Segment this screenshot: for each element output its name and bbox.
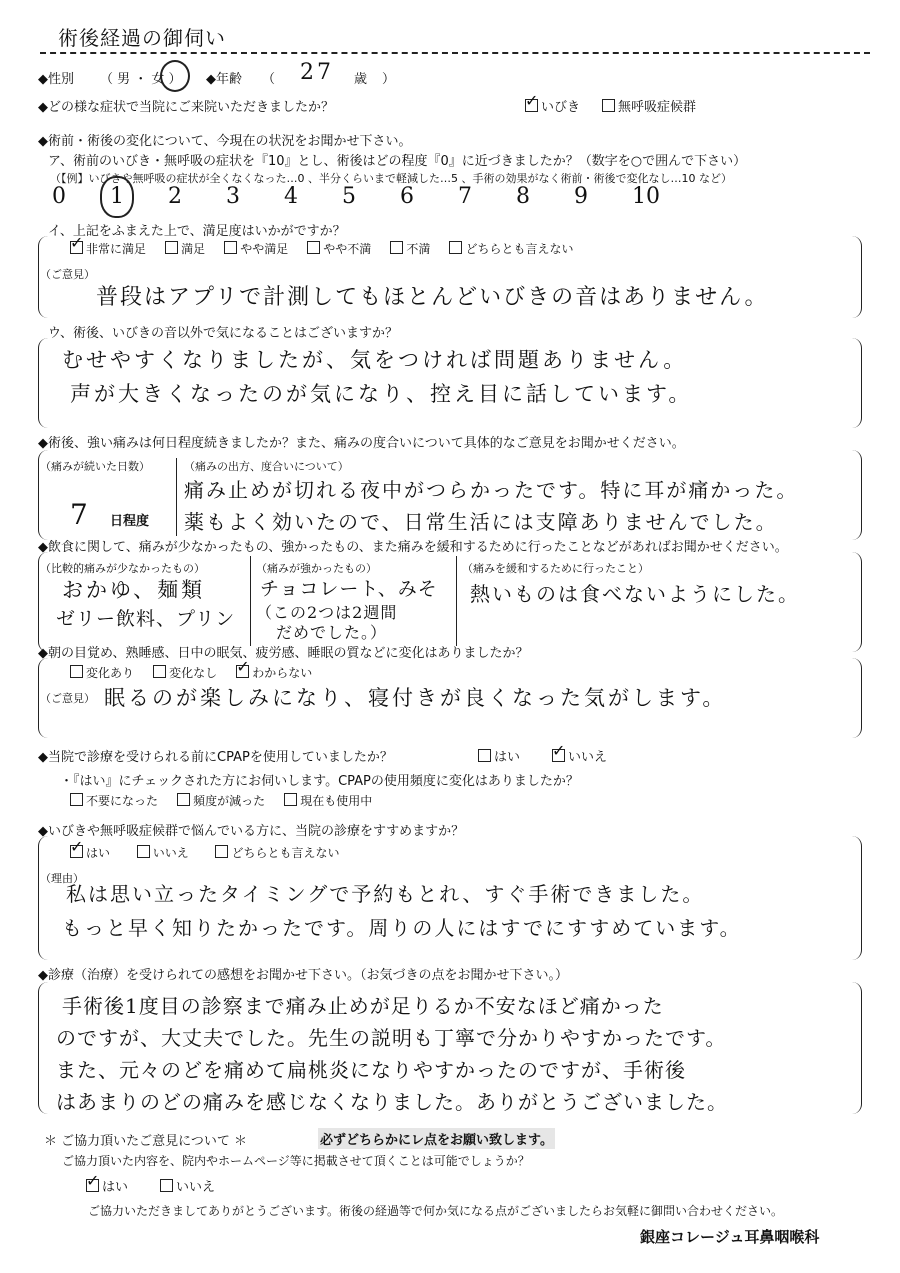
- q3-somewhat-dissatisfied-label: やや不満: [323, 242, 372, 256]
- q9-option-no[interactable]: [137, 846, 189, 860]
- scale-3[interactable]: 3: [226, 184, 240, 209]
- q3-very-satisfied-checkbox[interactable]: [70, 241, 83, 254]
- scale-5[interactable]: 5: [342, 184, 356, 209]
- q7-option-unknown[interactable]: [236, 666, 312, 680]
- form-title: 術後経過の御伺い: [58, 26, 226, 50]
- q7-changed-checkbox[interactable]: [70, 665, 83, 678]
- q8-sub-options: [70, 792, 372, 809]
- q7-option-changed[interactable]: [70, 666, 134, 680]
- q7-no-change-label: 変化なし: [169, 666, 218, 680]
- q3-option-dissatisfied[interactable]: [390, 242, 430, 256]
- q6-divider-2: [456, 556, 457, 646]
- age-unit: 歳: [354, 72, 368, 87]
- q9-question: ◆いびきや無呼吸症候群で悩んでいる方に、当院の診療をすすめますか？: [38, 824, 465, 839]
- q8-no-label: いいえ: [568, 750, 608, 765]
- q1-question: ◆どの様な症状で当院にご来院いただきましたか？: [38, 100, 334, 115]
- age-value[interactable]: 27: [300, 60, 334, 85]
- q7-changed-label: 変化あり: [86, 666, 135, 680]
- q9-reason-label: （理由）: [40, 872, 84, 885]
- q9-no-checkbox[interactable]: [137, 845, 150, 858]
- q10-answer-line4[interactable]: はあまりのどの痛みを感じなくなりました。ありがとうございました。: [56, 1090, 728, 1114]
- q1-apnea-checkbox[interactable]: [602, 99, 615, 112]
- q7-options: [70, 664, 312, 681]
- q3-satisfied-checkbox[interactable]: [165, 241, 178, 254]
- q3-option-neither[interactable]: [449, 242, 573, 256]
- scale-9[interactable]: 9: [574, 184, 588, 209]
- q2-example: （【例】いびきや無呼吸の症状が全くなくなった…0 、半分くらいまで軽減した…5 、手術の効果がなく術前・術後で変化なし…10 など）: [50, 172, 732, 185]
- age-open: （: [262, 72, 276, 87]
- age-label: ◆年齢: [206, 72, 242, 87]
- q10-question: ◆診療（治療）を受けられての感想をお聞かせ下さい。（お気づきの点をお聞かせ下さい。）: [38, 968, 568, 983]
- q3-neither-label: どちらとも言えない: [465, 242, 574, 256]
- scale-7[interactable]: 7: [458, 184, 472, 209]
- q8-option-unneeded[interactable]: [70, 794, 158, 808]
- q4-answer-line2[interactable]: 声が大きくなったのが気になり、控え目に話しています。: [70, 382, 693, 406]
- q6-col2-line1[interactable]: チョコレート、みそ: [260, 578, 438, 600]
- q5-column-divider: [176, 458, 177, 536]
- q9-options: [70, 844, 339, 861]
- q9-yes-label: はい: [86, 846, 111, 860]
- q3-satisfied-label: 満足: [181, 242, 206, 256]
- gender-options: （ 男 ・ 女 ）: [100, 72, 182, 87]
- q7-question: ◆朝の目覚め、熟睡感、日中の眠気、疲労感、睡眠の質などに変化はありましたか？: [38, 646, 529, 661]
- q8-reduced-checkbox[interactable]: [177, 793, 190, 806]
- q6-col3-line1[interactable]: 熱いものは食べないようにした。: [470, 582, 800, 606]
- scale-0[interactable]: 0: [52, 184, 66, 209]
- q8-yes-checkbox[interactable]: [478, 749, 491, 762]
- q6-col1-label: （比較的痛みが少なかったもの）: [40, 562, 205, 575]
- scale-4[interactable]: 4: [284, 184, 298, 209]
- q9-neither-label: どちらとも言えない: [231, 846, 340, 860]
- q10-answer-line1[interactable]: 手術後1度目の診察まで痛み止めが足りるか不安なほど痛かった: [62, 994, 664, 1018]
- age-close: ）: [382, 72, 396, 87]
- q8-question: ◆当院で診療を受けられる前にCPAPを使用していましたか？: [38, 750, 393, 765]
- q6-divider-1: [250, 556, 251, 646]
- scale-6[interactable]: 6: [400, 184, 414, 209]
- q10-answer-line3[interactable]: また、元々のどを痛めて扁桃炎になりやすかったのですが、手術後: [56, 1058, 686, 1082]
- gender-selected-circle: [160, 60, 190, 92]
- footer-question: ご協力頂いた内容を、院内やホームページ等に掲載させて頂くことは可能でしょうか？: [62, 1154, 530, 1168]
- title-divider: [40, 52, 870, 54]
- clinic-name: 銀座コレージュ耳鼻咽喉科: [640, 1228, 820, 1246]
- q6-col2-line3[interactable]: だめでした。）: [276, 623, 388, 642]
- q3-option-somewhat-dissatisfied[interactable]: [307, 242, 371, 256]
- footer-yes-checkbox[interactable]: [86, 1179, 99, 1192]
- scale-selected-circle: [100, 176, 134, 218]
- scale-2[interactable]: 2: [168, 184, 182, 209]
- gender-label: ◆性別: [38, 72, 74, 87]
- q3-opinion-label: （ご意見）: [40, 268, 95, 281]
- q8-option-yes[interactable]: [478, 746, 520, 765]
- q5-detail-line1[interactable]: 痛み止めが切れる夜中がつらかったです。特に耳が痛かった。: [184, 478, 799, 502]
- q9-option-yes[interactable]: [70, 846, 110, 860]
- footer-note-head: ＊ ご協力頂いたご意見について ＊: [44, 1134, 248, 1149]
- footer-no-label: いいえ: [176, 1180, 216, 1195]
- q7-answer-text[interactable]: 眠るのが楽しみになり、寝付きが良くなった気がします。: [104, 686, 727, 710]
- q5-detail-line2[interactable]: 薬もよく効いたので、日常生活には支障ありませんでした。: [184, 510, 778, 534]
- q3-options: [70, 240, 573, 257]
- scale-8[interactable]: 8: [516, 184, 530, 209]
- q1-option-apnea[interactable]: [602, 96, 696, 115]
- q5-question: ◆術後、強い痛みは何日程度続きましたか？また、痛みの度合いについて具体的なご意見をお聞かせください。: [38, 436, 685, 451]
- q3-option-somewhat-satisfied[interactable]: [224, 242, 288, 256]
- q8-reduced-label: 頻度が減った: [193, 794, 266, 808]
- footer-yes-label: はい: [102, 1180, 129, 1195]
- q3-somewhat-satisfied-checkbox[interactable]: [224, 241, 237, 254]
- q1-snoring-label: いびき: [541, 100, 581, 115]
- q3-question: イ、上記をふまえた上で、満足度はいかがですか？: [48, 224, 346, 239]
- q9-neither-checkbox[interactable]: [215, 845, 228, 858]
- q9-no-label: いいえ: [152, 846, 189, 860]
- q3-option-satisfied[interactable]: [165, 242, 205, 256]
- q7-option-no-change[interactable]: [153, 666, 217, 680]
- q4-answer-line1[interactable]: むせやすくなりましたが、気をつければ問題ありません。: [62, 348, 688, 372]
- q8-no-checkbox[interactable]: [552, 749, 565, 762]
- q8-still-using-label: 現在も使用中: [300, 794, 373, 808]
- footer-thanks: ご協力いただきましてありがとうございます。術後の経過等で何か気になる点がございましたらお気軽に御問い合わせください。: [88, 1204, 784, 1218]
- q3-neither-checkbox[interactable]: [449, 241, 462, 254]
- q9-reason-line2[interactable]: もっと早く知りたかったです。周りの人にはすでにすすめています。: [62, 916, 742, 940]
- q6-col2-label: （痛みが強かったもの）: [256, 562, 377, 575]
- q8-unneeded-label: 不要になった: [86, 794, 159, 808]
- q7-unknown-checkbox[interactable]: [236, 665, 249, 678]
- footer-note-bold: 必ずどちらかにレ点をお願い致します。: [318, 1128, 555, 1149]
- q3-dissatisfied-checkbox[interactable]: [390, 241, 403, 254]
- q5-days-label: （痛みが続いた日数）: [40, 460, 150, 473]
- q6-col1-line2[interactable]: ゼリー飲料、プリン: [56, 608, 236, 630]
- q5-days-value[interactable]: 7: [70, 498, 91, 531]
- q3-somewhat-dissatisfied-checkbox[interactable]: [307, 241, 320, 254]
- footer-option-no[interactable]: [160, 1176, 215, 1195]
- q6-col3-label: （痛みを緩和するために行ったこと）: [462, 562, 649, 575]
- q7-unknown-label: わからない: [252, 666, 313, 680]
- q9-option-neither[interactable]: [215, 846, 339, 860]
- q7-no-change-checkbox[interactable]: [153, 665, 166, 678]
- q8-still-using-checkbox[interactable]: [284, 793, 297, 806]
- q10-answer-line2[interactable]: のですが、大丈夫でした。先生の説明も丁寧で分かりやすかったです。: [56, 1026, 727, 1050]
- q3-somewhat-satisfied-label: やや満足: [240, 242, 289, 256]
- q3-option-very-satisfied[interactable]: [70, 242, 146, 256]
- q6-col2-line2[interactable]: （この2つは2週間: [256, 603, 398, 622]
- q1-snoring-checkbox[interactable]: [525, 99, 538, 112]
- scale-10[interactable]: 10: [632, 184, 660, 209]
- q1-apnea-label: 無呼吸症候群: [618, 100, 697, 115]
- q3-answer-text[interactable]: 普段はアプリで計測してもほとんどいびきの音はありません。: [96, 285, 769, 310]
- q8-option-still-using[interactable]: [284, 794, 372, 808]
- q3-dissatisfied-label: 不満: [406, 242, 431, 256]
- q8-option-no[interactable]: [552, 746, 607, 765]
- q5-detail-label: （痛みの出方、度合いについて）: [184, 460, 349, 473]
- q5-days-unit: 日程度: [110, 514, 150, 529]
- footer-no-checkbox[interactable]: [160, 1179, 173, 1192]
- scale-1[interactable]: 1: [110, 184, 124, 209]
- q6-question: ◆飲食に関して、痛みが少なかったもの、強かったもの、また痛みを緩和するために行ったことなどがあればお聞かせください。: [38, 540, 788, 555]
- q8-sub-question: ・『はい』にチェックされた方にお伺いします。CPAPの使用頻度に変化はありましたか？: [60, 774, 579, 789]
- q8-yes-label: はい: [494, 750, 521, 765]
- q8-option-reduced[interactable]: [177, 794, 265, 808]
- footer-option-yes[interactable]: [86, 1176, 128, 1195]
- q9-reason-line1[interactable]: 私は思い立ったタイミングで予約もとれ、すぐ手術できました。: [66, 882, 705, 906]
- q6-col1-line1[interactable]: おかゆ、麺類: [62, 578, 206, 602]
- q8-unneeded-checkbox[interactable]: [70, 793, 83, 806]
- q7-opinion-label: （ご意見）: [40, 692, 95, 705]
- q1-option-snoring[interactable]: [525, 96, 580, 115]
- q2-question: ◆術前・術後の変化について、今現在の状況をお聞かせ下さい。: [38, 134, 412, 149]
- q9-yes-checkbox[interactable]: [70, 845, 83, 858]
- q3-very-satisfied-label: 非常に満足: [86, 242, 147, 256]
- q2-sub-a: ア、術前のいびき・無呼吸の症状を『10』とし、術後はどの程度『0』に近づきましたか？（数字を○で囲んで下さい）: [48, 154, 747, 169]
- q4-question: ウ、術後、いびきの音以外で気になることはございますか？: [48, 326, 398, 341]
